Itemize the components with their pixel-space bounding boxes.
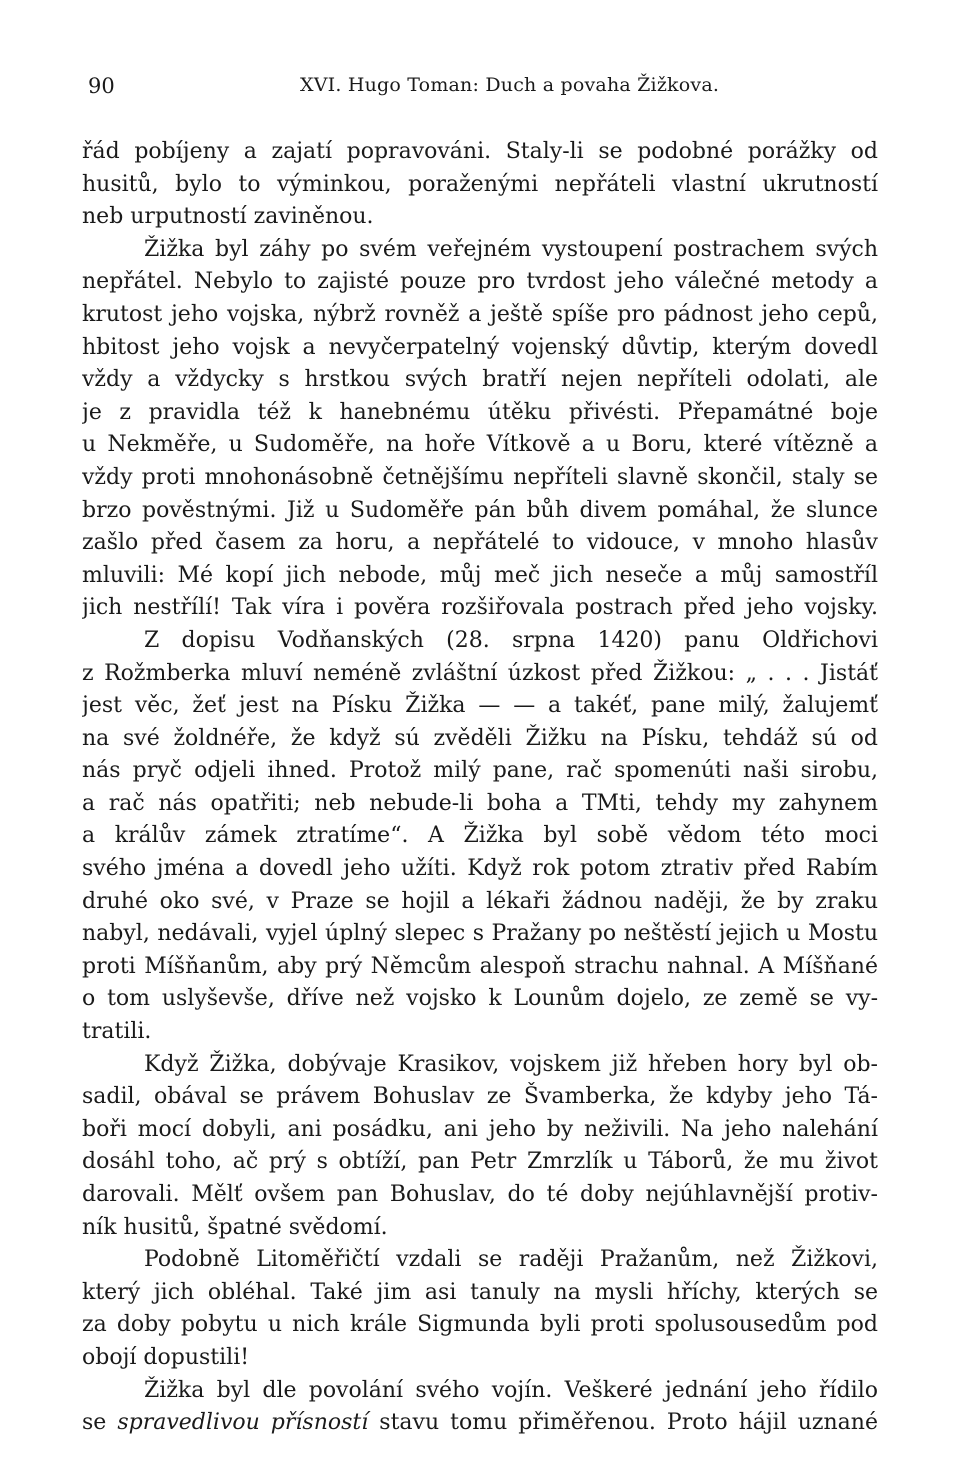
text-line: nepřátel. Nebylo to zajisté pouze pro tvrdost jeho válečné metody a: [82, 269, 878, 295]
text-line: o tom uslyševše, dříve než vojsko k Lounům dojelo, ze země se vy-: [82, 986, 878, 1012]
text-line: z Rožmberka mluví neméně zvláštní úzkost před Žižkou: „ . . . Jistáť: [82, 660, 878, 686]
text-line: na své žoldnéře, že když sú zvěděli Žižku na Písku, tehdáž sú od: [82, 725, 878, 751]
text-line: vždy proti mnohonásobně četnějšímu nepříteli slavně skončil, staly se: [82, 464, 878, 490]
text-line: sadil, obával se právem Bohuslav ze Švamberka, že kdyby jeho Tá-: [82, 1084, 878, 1110]
text-run: stavu tomu přiměřenou. Proto hájil uznané: [368, 1410, 878, 1436]
text-line: který jich obléhal. Také jim asi tanuly na mysli hříchy, kterých se: [82, 1279, 878, 1305]
text-line: Když Žižka, dobývaje Krasikov, vojskem již hřeben hory byl ob-: [144, 1051, 878, 1077]
text-line: nabyl, nedávali, vyjel úplný slepec s Pražany po neštěstí jejich u Mostu: [82, 921, 878, 947]
text-line: a králův zámek ztratíme“. A Žižka byl sobě vědom této moci: [82, 823, 878, 849]
text-line: neb urputností zaviněnou.: [82, 204, 374, 230]
text-line: hbitost jeho vojsk a nevyčerpatelný vojenský důvtip, kterým dovedl: [82, 334, 878, 360]
text-line-last: [82, 1407, 878, 1440]
page-number: 90: [88, 74, 115, 98]
text-line: Podobně Litoměřičtí vzdali se raději Pražanům, než Žižkovi,: [144, 1247, 878, 1273]
text-line: krutost jeho vojska, nýbrž rovněž a ještě spíše pro pádnost jeho cepů,: [82, 301, 878, 327]
text-line: husitů, bylo to výminkou, poraženými nepřáteli vlastní ukrutností: [82, 171, 878, 197]
text-run: se: [82, 1410, 118, 1436]
text-line: nás pryč odjeli ihned. Protož milý pane, rač spomenúti naši sirobu,: [82, 758, 878, 784]
text-line: dosáhl toho, ač prý s obtíží, pan Petr Zmrzlík u Táborů, že mu život: [82, 1149, 878, 1175]
text-line: mluvili: Mé kopí jich nebode, můj meč jich neseče a můj samostříl: [82, 562, 878, 588]
page-header: [88, 74, 878, 104]
text-line: darovali. Mělť ovšem pan Bohuslav, do té doby nejúhlavnější protiv-: [82, 1182, 878, 1207]
text-line: vždy a vždycky s hrstkou svých bratří nejen nepříteli odolati, ale: [82, 367, 878, 393]
text-line: brzo pověstnými. Již u Sudoměře pán bůh divem pomáhal, že slunce: [82, 497, 878, 523]
text-line: u Nekměře, u Sudoměře, na hoře Vítkově a u Boru, které vítězně a: [82, 432, 878, 458]
text-line: Žižka byl záhy po svém veřejném vystoupení postrachem svých: [144, 236, 878, 262]
body-text: [82, 136, 878, 1440]
text-line: Žižka byl dle povolání svého vojín. Veškeré jednání jeho řídilo: [144, 1377, 878, 1403]
text-line: jest věc, žeť jest na Písku Žižka — — a takéť, pane milý, žalujemť: [82, 693, 878, 719]
text-line: jich nestřílí! Tak víra i pověra rozšiřovala postrach před jeho vojsky.: [82, 595, 878, 621]
running-title: XVI. Hugo Toman: Duch a povaha Žižkova.: [300, 74, 720, 96]
text-line: a rač nás opatřiti; neb nebude-li boha a TMti, tehdy my zahynem: [82, 790, 878, 816]
text-line: svého jména a dovedl jeho užíti. Když rok potom ztrativ před Rabím: [82, 856, 878, 882]
text-line: ník husitů, špatné svědomí.: [82, 1214, 388, 1240]
text-line: proti Míšňanům, aby prý Němcům alespoň strachu nahnal. A Míšňané: [82, 953, 878, 979]
text-line: je z pravidla též k hanebnému útěku přivésti. Přepamátné boje: [82, 399, 878, 425]
text-line: zašlo před časem za horu, a nepřátelé to vidouce, v mnoho hlasův: [82, 530, 878, 556]
text-line: druhé oko své, v Praze se hojil a lékaři žádnou naději, že by zraku: [82, 888, 878, 914]
text-line: tratili.: [82, 1019, 152, 1045]
text-line: boři mocí dobyli, ani posádku, ani jeho by neživili. Na jeho nalehání: [82, 1116, 878, 1142]
text-line: Z dopisu Vodňanských (28. srpna 1420) panu Oldřichovi: [144, 627, 878, 653]
text-line: řád pobíjeny a zajatí popravováni. Staly-li se podobné porážky od: [82, 139, 878, 164]
emphasized-phrase: spravedlivou přísností: [117, 1410, 369, 1436]
text-line: za doby pobytu u nich krále Sigmunda byli proti spolusousedům pod: [82, 1312, 878, 1338]
text-line: obojí dopustili!: [82, 1344, 250, 1370]
